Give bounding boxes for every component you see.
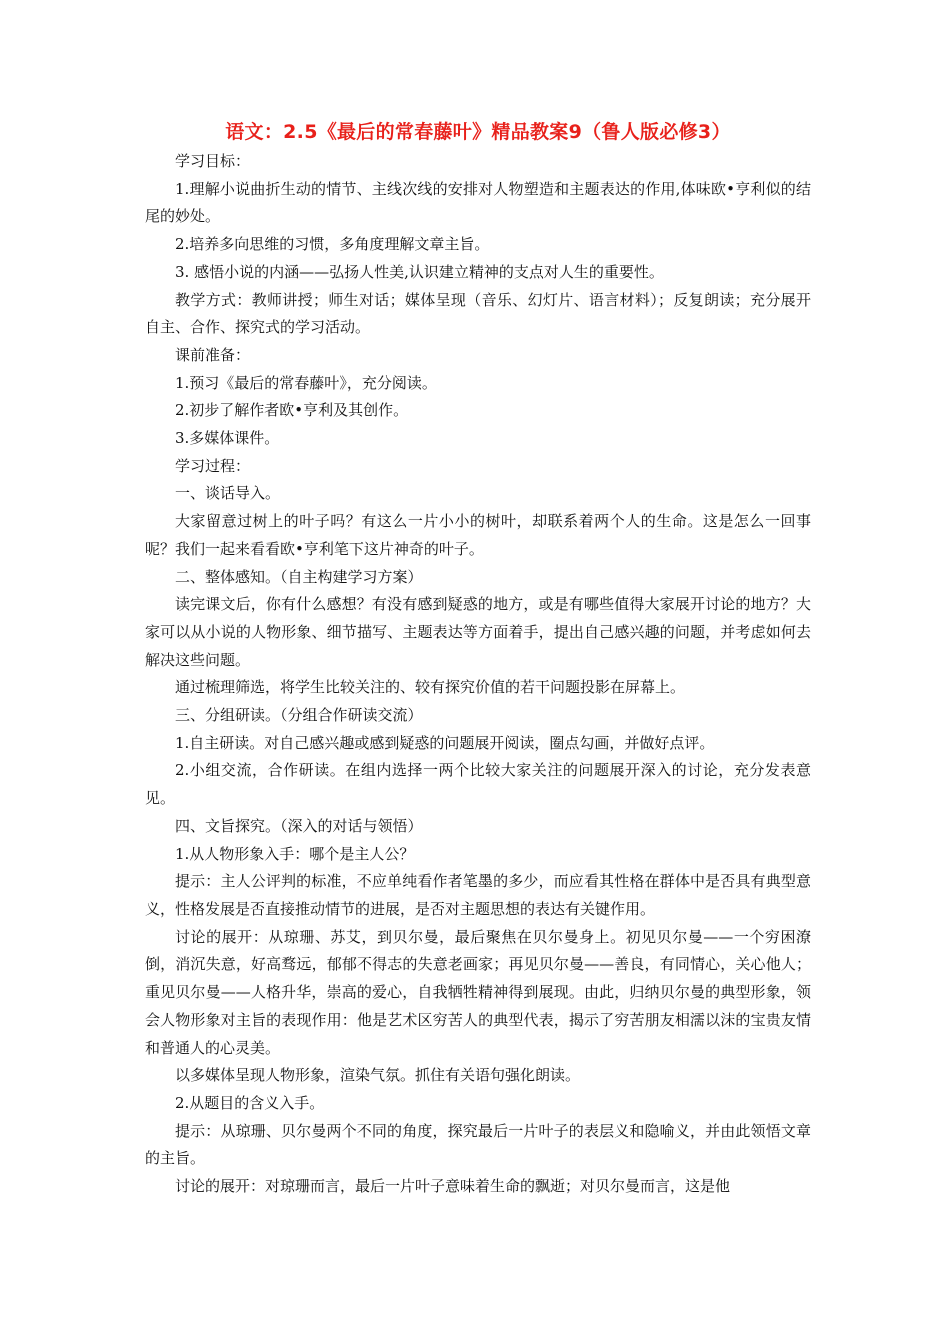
paragraph-section-2-heading: 二、整体感知。（自主构建学习方案） xyxy=(175,567,423,586)
paragraph-hint-2: 提示：从琼珊、贝尔曼两个不同的角度，探究最后一片叶子的表层义和隐喻义，并由此领悟文章的主旨。 xyxy=(145,1121,811,1168)
paragraph-section-4-heading: 四、文旨探究。（深入的对话与领悟） xyxy=(175,816,423,835)
paragraph-preparation-3: 3.多媒体课件。 xyxy=(175,429,280,448)
paragraph-section-3-heading: 三、分组研读。（分组合作研读交流） xyxy=(175,706,423,725)
paragraph-section-4-item-2: 2.从题目的含义入手。 xyxy=(175,1093,325,1112)
paragraph-section-2-note: 通过梳理筛选，将学生比较关注的、较有探究价值的若干问题投影在屏幕上。 xyxy=(175,678,686,697)
paragraph-preparation-1: 1.预习《最后的常春藤叶》，充分阅读。 xyxy=(175,373,437,392)
paragraph-preparation-2: 2.初步了解作者欧•亨利及其创作。 xyxy=(175,401,409,420)
document-title: 语文：2.5《最后的常春藤叶》精品教案9（鲁人版必修3） xyxy=(225,121,731,143)
paragraph-process-heading: 学习过程： xyxy=(175,456,251,475)
paragraph-goal-2: 2.培养多向思维的习惯，多角度理解文章主旨。 xyxy=(175,235,490,254)
paragraph-section-4-item-1: 1.从人物形象入手：哪个是主人公？ xyxy=(175,844,415,863)
paragraph-teaching-method: 教学方式：教师讲授；师生对话；媒体呈现（音乐、幻灯片、语言材料）；反复朗读；充分展开自主、合作、探究式的学习活动。 xyxy=(145,290,811,337)
paragraph-section-2-body: 读完课文后，你有什么感想？有没有感到疑惑的地方，或是有哪些值得大家展开讨论的地方？大家可以从小说的人物形象、细节描写、主题表达等方面着手，提出自己感兴趣的问题，并考虑如何去解决这些问题。 xyxy=(145,595,811,669)
paragraph-hint-1: 提示：主人公评判的标准，不应单纯看作者笔墨的多少，而应看其性格在群体中是否具有典型意义，性格发展是否直接推动情节的进展，是否对主题思想的表达有关键作用。 xyxy=(145,872,811,918)
paragraph-section-3-item-1: 1.自主研读。对自己感兴趣或感到疑惑的问题展开阅读，圈点勾画，并做好点评。 xyxy=(175,733,715,752)
paragraph-goal-3: 3. 感悟小说的内涵——弘扬人性美,认识建立精神的支点对人生的重要性。 xyxy=(175,262,664,281)
document-page xyxy=(145,118,811,1201)
paragraph-discussion-1: 讨论的展开：从琼珊、苏艾，到贝尔曼，最后聚焦在贝尔曼身上。初见贝尔曼——一个穷困潦倒，消沉失意，好高骛远，郁郁不得志的失意老画家；再见贝尔曼——善良，有同情心，关心他人；重见贝尔曼——人格升华，崇高的爱心，自我牺牲精神得到展现。由此，归纳贝尔曼的典型形象，领会人物形象对主旨的表现作用：他是艺术区穷苦人的典型代表，揭示了穷苦朋友相濡以沫的宝贵友情和普通人的心灵美。 xyxy=(145,927,811,1057)
paragraph-media-note: 以多媒体呈现人物形象，渲染气氛。抓住有关语句强化朗读。 xyxy=(175,1066,581,1085)
paragraph-section-1-body: 大家留意过树上的叶子吗？有这么一片小小的树叶，却联系着两个人的生命。这是怎么一回事呢？我们一起来看看欧•亨利笔下这片神奇的叶子。 xyxy=(145,512,811,558)
document-body xyxy=(145,148,811,1201)
paragraph-discussion-2: 讨论的展开：对琼珊而言，最后一片叶子意味着生命的飘逝；对贝尔曼而言，这是他 xyxy=(175,1177,731,1196)
paragraph-goal-1: 1.理解小说曲折生动的情节、主线次线的安排对人物塑造和主题表达的作用,体味欧•亨利似的结尾的妙处。 xyxy=(145,179,811,226)
paragraph-section-3-item-2: 2.小组交流，合作研读。在组内选择一两个比较大家关注的问题展开深入的讨论，充分发表意见。 xyxy=(145,761,811,808)
paragraph-preparation-heading: 课前准备： xyxy=(175,345,251,364)
paragraph-goals-heading: 学习目标： xyxy=(175,152,251,170)
paragraph-section-1-heading: 一、谈话导入。 xyxy=(175,484,281,503)
